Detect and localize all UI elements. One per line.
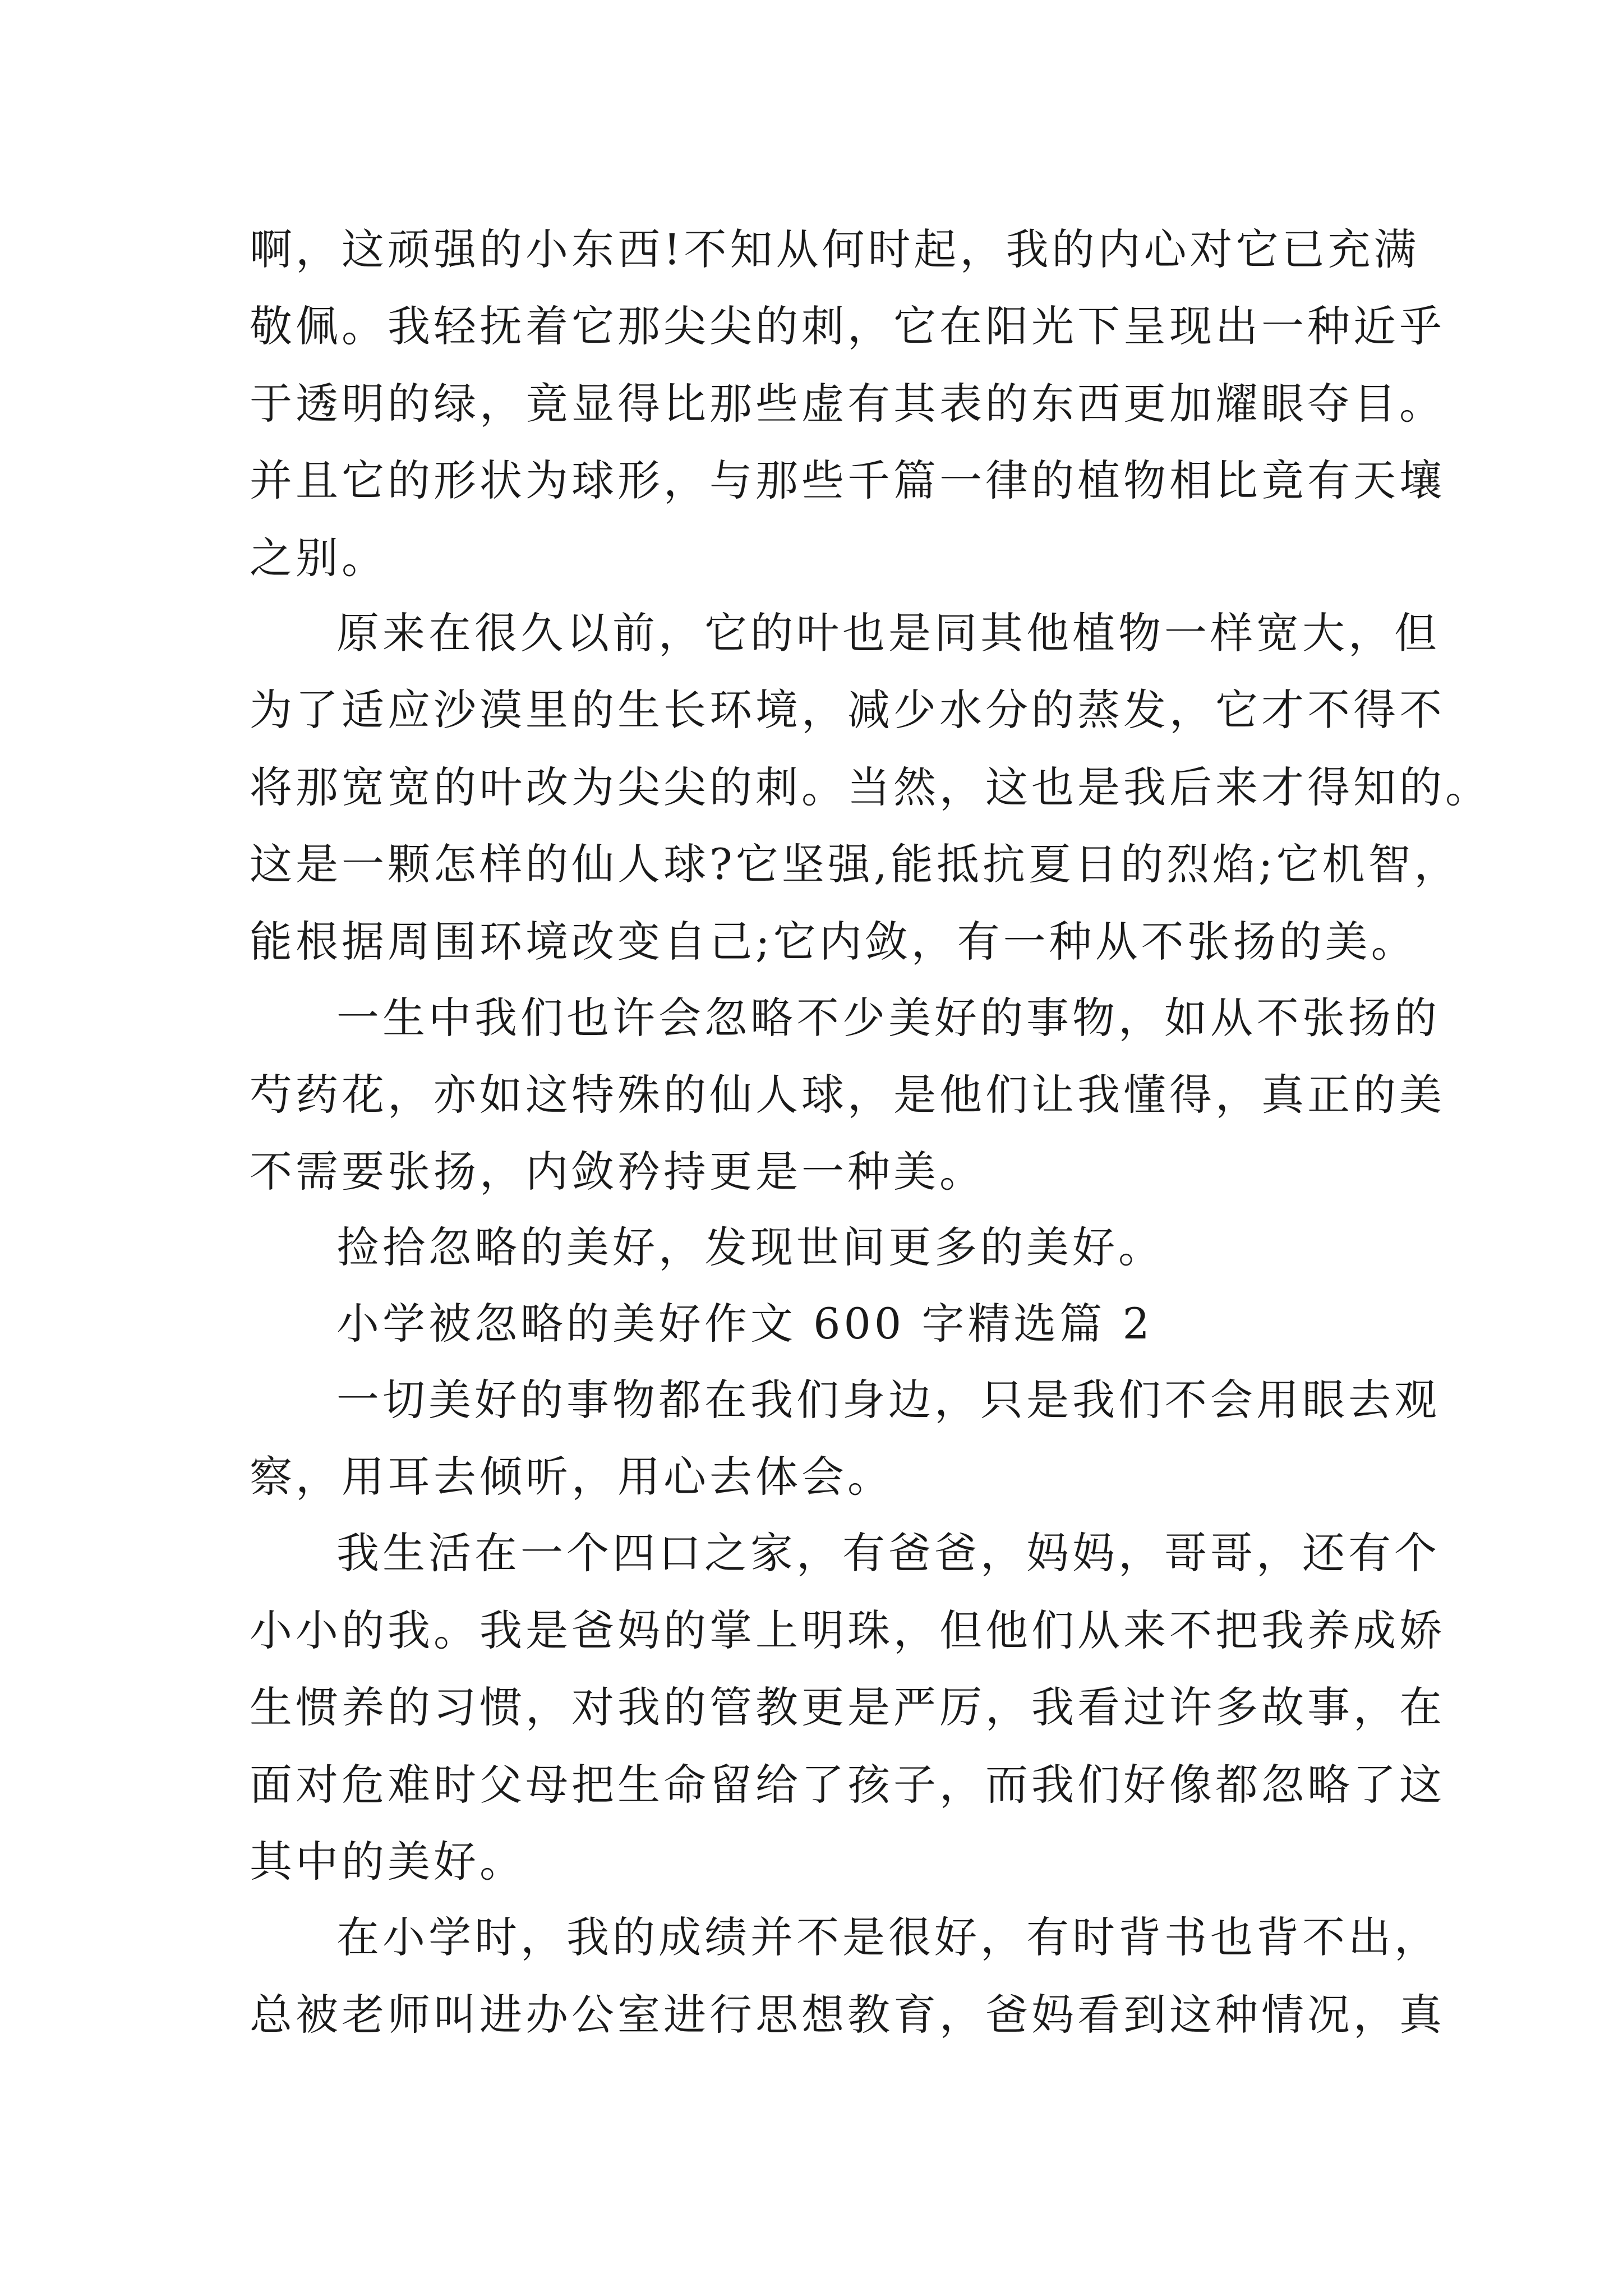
text-line: 一切美好的事物都在我们身边，只是我们不会用眼去观 [336,1375,1440,1425]
text-line: 芍药花，亦如这特殊的仙人球，是他们让我懂得，真正的美 [250,1070,1445,1120]
text-line: 原来在很久以前，它的叶也是同其他植物一样宽大，但 [336,608,1440,658]
text-line: 在小学时，我的成绩并不是很好，有时背书也背不出， [336,1912,1440,1962]
text-line: 察，用耳去倾听，用心去体会。 [250,1452,893,1502]
text-line: 敬佩。我轻抚着它那尖尖的刺，它在阳光下呈现出一种近乎 [250,301,1445,351]
text-line: 我生活在一个四口之家，有爸爸，妈妈，哥哥，还有个 [336,1528,1440,1578]
text-line: 之别。 [250,533,388,583]
text-line: 捡拾忽略的美好，发现世间更多的美好。 [336,1222,1164,1272]
text-line: 面对危难时父母把生命留给了孩子，而我们好像都忽略了这 [250,1760,1445,1810]
text-line: 并且它的形状为球形，与那些千篇一律的植物相比竟有天壤 [250,455,1445,505]
text-line: 总被老师叫进办公室进行思想教育，爸妈看到这种情况，真 [250,1990,1445,2040]
text-line: 将那宽宽的叶改为尖尖的刺。当然，这也是我后来才得知的。 [250,762,1491,812]
text-line: 为了适应沙漠里的生长环境，减少水分的蒸发，它才不得不 [250,685,1445,735]
text-line: 于透明的绿，竟显得比那些虚有其表的东西更加耀眼夺目。 [250,379,1445,429]
text-line: 能根据周围环境改变自己;它内敛，有一种从不张扬的美。 [250,917,1417,967]
text-line: 生惯养的习惯，对我的管教更是严厉，我看过许多故事，在 [250,1682,1445,1732]
section-heading: 小学被忽略的美好作文 600 字精选篇 2 [336,1299,1153,1349]
text-line: 一生中我们也许会忽略不少美好的事物，如从不张扬的 [336,993,1440,1043]
text-line: 啊，这顽强的小东西!不知从何时起，我的内心对它已充满 [250,224,1420,274]
text-line: 不需要张扬，内敛矜持更是一种美。 [250,1147,985,1197]
text-line: 这是一颗怎样的仙人球?它坚强,能抵抗夏日的烈焰;它机智， [250,839,1460,889]
text-line: 其中的美好。 [250,1837,525,1887]
text-line: 小小的我。我是爸妈的掌上明珠，但他们从来不把我养成娇 [250,1605,1445,1655]
